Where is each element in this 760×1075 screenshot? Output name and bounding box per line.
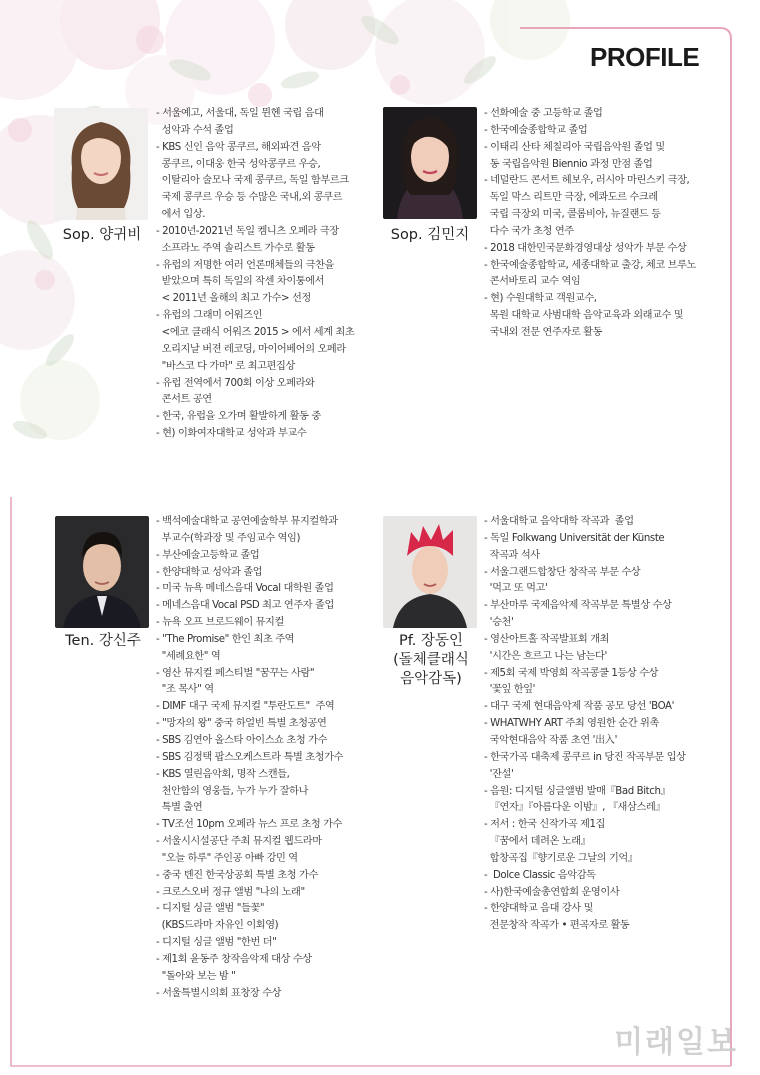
- bio-line: 독일 막스 리트만 극장, 에콰도르 수크레: [484, 192, 658, 204]
- bio-line: - 2018 대한민국문화경영대상 성악가 부문 수상: [484, 242, 687, 254]
- bio-line: 작곡과 석사: [484, 549, 540, 561]
- bio-line: 오리지날 버젼 레코딩, 마이어베어의 오페라: [156, 343, 346, 355]
- bio-line: - 한국가곡 대축제 콩쿠르 in 당진 작곡부문 입상: [484, 751, 686, 763]
- bio-line: - 유럽의 저명한 여러 언론매체들의 극찬을: [156, 259, 334, 271]
- bio-line: - 한양대학교 성악과 졸업: [156, 566, 263, 578]
- bio-line: 콘서바토리 교수 역임: [484, 276, 581, 288]
- bio-line: '꽃잎 한잎': [484, 684, 536, 696]
- bio-line: - 현) 수원대학교 객원교수,: [484, 293, 597, 305]
- bio-line: - 메네스음대 Vocal PSD 최고 연주자 졸업: [156, 600, 334, 612]
- bio-line: 국제 콩쿠르 우승 등 수많은 국내,외 콩쿠르: [156, 192, 343, 204]
- bio-line: '잔설': [484, 768, 514, 780]
- bio-line: - 디지털 싱글 앨범 "한번 더": [156, 937, 277, 949]
- bio-line: - 미국 뉴욕 메네스음대 Vocal 대학원 졸업: [156, 583, 334, 595]
- bio-line: - KBS 신인 음악 콩쿠르, 해외파견 음악: [156, 141, 321, 153]
- bio-line: 국립 극장외 미국, 콜롬비아, 뉴질랜드 등: [484, 209, 661, 221]
- profile-name: Pf. 장동인: [398, 633, 464, 649]
- bio-line: 다수 국가 초청 연주: [484, 225, 574, 237]
- bio-line: - 영산아트홀 작곡발표회 개최: [484, 633, 610, 645]
- bio-line: - 네덜란드 콘서트 헤보우, 러시아 마린스키 극장,: [484, 175, 690, 187]
- bio-line: - "The Promise" 한인 최초 주역: [156, 633, 295, 645]
- bio-line: "조 목사" 역: [156, 684, 214, 696]
- bio-line: - 한양대학교 음대 강사 및: [484, 903, 594, 915]
- bio-line: - 제1회 윤동주 창작음악제 대상 수상: [156, 953, 312, 965]
- publisher-watermark: 미래일보: [614, 1025, 738, 1060]
- bio-line: - 유럽 전역에서 700회 이상 오페라와: [156, 377, 315, 389]
- bio-line: - 2010년-2021년 독일 켐니츠 오페라 극장: [156, 225, 339, 237]
- bio-line: 동 국립음악원 Biennio 과정 만점 졸업: [484, 158, 653, 170]
- bio-line: 콘서트 공연: [156, 394, 212, 406]
- bio-line: - 크로스오버 정규 앨범 "나의 노래": [156, 886, 305, 898]
- bio-line: "세례요한" 역: [156, 650, 221, 662]
- bio-line: - TV조선 10pm 오페라 뉴스 프로 초청 가수: [156, 819, 343, 831]
- bio-line: 국내외 전문 연주자로 활동: [484, 326, 603, 338]
- bio-line: - 부산예술고등학교 졸업: [156, 549, 260, 561]
- bio-line: 『연자』『아름다운 이밤』, 『새삼스레』: [484, 802, 666, 814]
- portrait-photo-kim: [383, 107, 477, 219]
- bio-line: 이탈리아 술모나 국제 콩쿠르, 독일 함부르크: [156, 175, 349, 187]
- profile-role: (돌체클래식: [393, 652, 469, 668]
- bio-line: 받았으며 특히 독일의 작센 차이퉁에서: [156, 276, 325, 288]
- bio-line: 합창곡집『향기로운 그날의 기억』: [484, 852, 638, 864]
- profile-bio: [484, 514, 686, 935]
- bio-line: - "망자의 왕" 중국 하얼빈 특별 초청공연: [156, 718, 327, 730]
- bio-line: - 서울대학교 음악대학 작곡과 졸업: [484, 516, 634, 527]
- bio-line: "바스코 다 가마" 로 최고편집상: [156, 360, 295, 372]
- bio-line: '시간은 흐르고 나는 남는다': [484, 650, 607, 662]
- bio-line: (KBS드라마 자유인 이회영): [156, 920, 279, 932]
- bio-line: - 한국, 유럽을 오가며 활발하게 활동 중: [156, 411, 321, 423]
- bio-line: - 사)한국예술총연합회 운영이사: [484, 886, 620, 898]
- bio-line: - 이태리 산타 체칠리아 국립음악원 졸업 및: [484, 141, 665, 153]
- bio-line: - 제5회 국제 박영희 작곡콩쿨 1등상 수상: [484, 667, 659, 679]
- bio-line: - 서울시시설공단 주최 뮤지컬 웹드라마: [156, 836, 322, 848]
- bio-line: - 대구 국제 현대음악제 작품 공모 당선 'BOA': [484, 701, 674, 713]
- bio-line: - 서울그랜드합창단 창작곡 부문 수상: [484, 566, 641, 578]
- bio-line: 목원 대학교 사범대학 음악교육과 외래교수 및: [484, 310, 684, 322]
- bio-line: <에코 클래식 어워즈 2015 > 에서 세계 최초: [156, 326, 355, 338]
- bio-line: 콩쿠르, 이대웅 한국 성악콩쿠르 우승,: [156, 158, 321, 170]
- bio-line: - KBS 열린음악회, 명작 스캔들,: [156, 768, 290, 780]
- bio-line: - SBS 김연아 올스타 아이스쇼 초청 가수: [156, 734, 328, 746]
- page-title: PROFILE: [590, 42, 700, 72]
- bio-line: 성악과 수석 졸업: [156, 124, 234, 136]
- bio-line: "돌아와 보는 밤 ": [156, 970, 236, 982]
- profile-bio: [484, 106, 696, 342]
- bio-line: 에서 입상.: [156, 209, 206, 221]
- bio-line: - 선화예술 중 고등학교 졸업: [484, 108, 603, 119]
- bio-line: < 2011년 올해의 최고 가수> 선정: [156, 293, 311, 305]
- portrait-photo-yang: [54, 108, 148, 220]
- bio-line: - 유럽의 그래미 어워즈인: [156, 310, 263, 322]
- bio-line: '승천': [484, 617, 514, 629]
- bio-line: - 독일 Folkwang Universität der Künste: [484, 532, 665, 544]
- bio-line: - SBS 김정택 팝스오케스트라 특별 초청가수: [156, 751, 344, 763]
- bio-line: "오늘 하루" 주인공 아빠 강민 역: [156, 852, 298, 864]
- bio-line: - 저서 : 한국 신작가곡 제1집: [484, 819, 605, 831]
- profile-role: 음악감독): [400, 671, 462, 687]
- bio-line: - 서울특별시의회 표창장 수상: [156, 987, 282, 999]
- bio-line: - Dolce Classic 음악감독: [484, 869, 596, 881]
- profile-bio: [156, 106, 354, 443]
- bio-line: - 한국예술종합학교 졸업: [484, 124, 588, 136]
- bio-line: - 부산마루 국제음악제 작곡부문 특별상 수상: [484, 600, 672, 612]
- profile-name: Ten. 강신주: [65, 633, 141, 649]
- bio-line: 특별 출연: [156, 802, 203, 814]
- profile-bio: [156, 514, 343, 1002]
- bio-line: - 음원: 디지털 싱글앨범 발매『Bad Bitch』: [484, 785, 671, 797]
- bio-line: - DIMF 대구 국제 뮤지컬 "투란도트" 주역: [156, 701, 335, 713]
- bio-line: - WHATWHY ART 주최 영원한 순간 위촉: [484, 718, 659, 730]
- bio-line: - 뉴욕 오프 브로드웨이 뮤지컬: [156, 617, 284, 629]
- bio-line: - 중국 톈진 한국상공회 특별 초청 가수: [156, 869, 318, 881]
- bio-line: 천안함의 영웅들, 누가 누가 잘하나: [156, 785, 309, 797]
- profile-name: Sop. 김민지: [390, 227, 470, 243]
- bio-line: - 영산 뮤지컬 페스티벌 "꿈꾸는 사람": [156, 667, 315, 679]
- bio-line: '먹고 또 먹고': [484, 583, 548, 595]
- portrait-photo-kang: [55, 516, 149, 628]
- bio-line: 소프라노 주역 솔리스트 가수로 활동: [156, 242, 315, 254]
- portrait-photo-jang: [383, 516, 477, 628]
- bio-line: 『꿈에서 데려온 노래』: [484, 836, 591, 848]
- bio-line: - 디지털 싱글 앨범 "들꽃": [156, 903, 265, 915]
- bio-line: - 한국예술종합학교, 세종대학교 출강, 체코 브루노: [484, 259, 696, 271]
- bio-line: 전문창작 작곡가 • 편곡자로 활동: [484, 920, 630, 932]
- bio-line: 부교수(학과장 및 주임교수 역임): [156, 532, 301, 544]
- bio-line: - 현) 이화여자대학교 성악과 부교수: [156, 428, 307, 440]
- bio-line: - 백석예술대학교 공연예술학부 뮤지컬학과: [156, 516, 338, 527]
- profile-name: Sop. 양귀비: [62, 227, 142, 243]
- bio-line: - 서울예고, 서울대, 독일 뮌헨 국립 음대: [156, 108, 324, 119]
- bio-line: 국악현대음악 작품 초연 '出入': [484, 734, 617, 746]
